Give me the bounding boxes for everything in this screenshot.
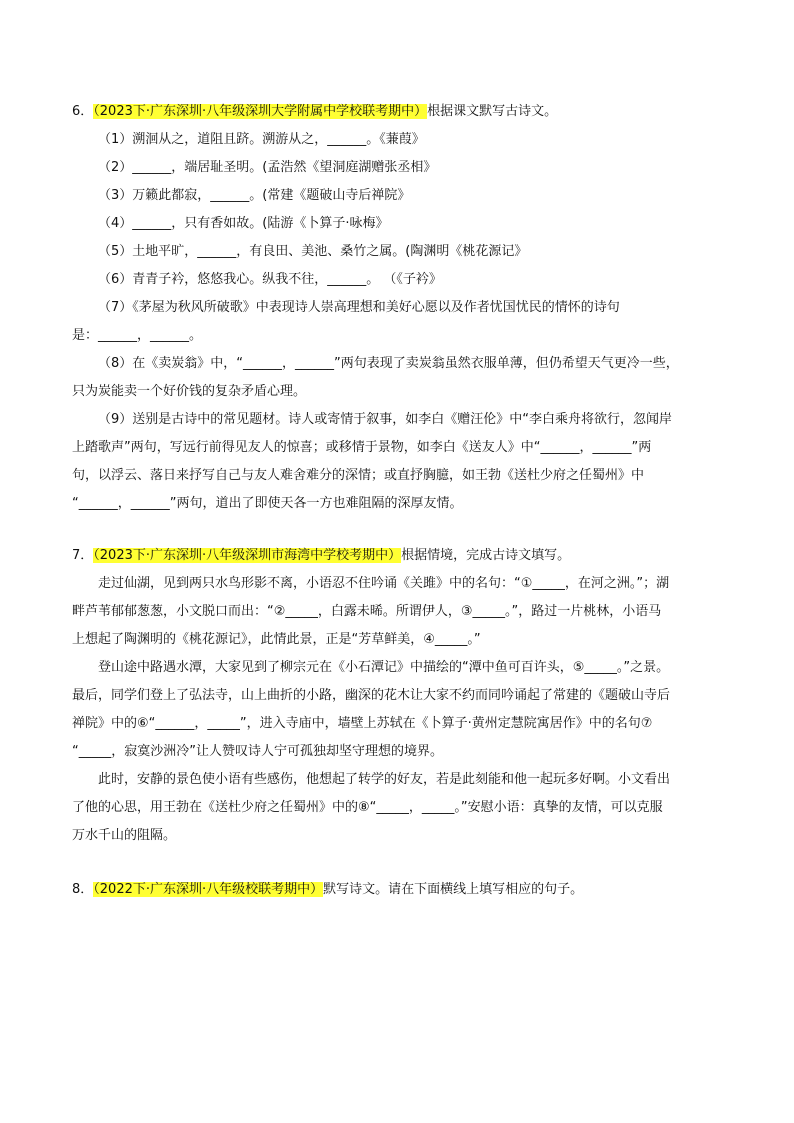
question-7-para-1-line-3: 上想起了陶渊明的《桃花源记》，此情此景，正是“芳草鲜美，④_____。” — [72, 632, 481, 647]
question-7-para-1-line-2: 畔芦苇郁郁葱葱，小文脱口而出：“②_____，白露未晞。所谓伊人，③_____。”，路过一片桃林，小语马 — [72, 604, 662, 619]
question-6-item-3: （3）万籁此都寂，______。(常建《题破山寺后禅院》 — [98, 188, 411, 203]
question-8-header — [72, 876, 722, 904]
question-7-para-2-line-3: 禅院》中的⑥“______，_____”，进入寺庙中，墙壁上苏轼在《卜算子·黄州定慧院寓居作》中的名句⑦ — [72, 716, 653, 731]
question-7-number: 7． — [72, 548, 94, 563]
question-6 — [72, 98, 722, 518]
question-7-para-2-line-4: “_____，寂寞沙洲冷”让人赞叹诗人宁可孤独却坚守理想的境界。 — [72, 744, 443, 759]
question-6-item-4: （4）______，只有香如故。(陆游《卜算子·咏梅》 — [98, 216, 389, 231]
question-7-para-3-line-2: 了他的心思，用王勃在《送杜少府之任蜀州》中的⑧“_____，_____。”安慰小语：真挚的友情，可以克服 — [72, 800, 663, 815]
question-7-para-2-line-2: 最后，同学们登上了弘法寺，山上曲折的小路，幽深的花木让大家不约而同吟诵起了常建的《题破山寺后 — [72, 688, 671, 703]
question-6-item-6: （6）青青子衿，悠悠我心。纵我不往，______。 （《子衿》 — [98, 272, 442, 287]
question-7-para-1-line-1: 走过仙湖，见到两只水鸟形影不离，小语忍不住吟诵《关雎》中的名句：“①_____，在河之洲。”；湖 — [98, 576, 670, 591]
question-6-prompt: 根据课文默写古诗文。 — [427, 104, 558, 119]
question-8 — [72, 876, 722, 904]
question-7-prompt: 根据情境，完成古诗文填写。 — [401, 548, 571, 563]
question-6-item-8-line-2: 只为炭能卖一个好价钱的复杂矛盾心理。 — [72, 384, 307, 399]
question-7-para-3-line-1: 此时，安静的景色使小语有些感伤，他想起了转学的好友，若是此刻能和他一起玩多好啊。小文看出 — [98, 772, 671, 787]
question-6-item-5: （5）土地平旷，______，有良田、美池、桑竹之属。(陶渊明《桃花源记》 — [98, 244, 528, 259]
question-8-source-tag: （2022下·广东深圳·八年级校联考期中） — [93, 882, 324, 897]
question-6-item-7-line-1: （7）《茅屋为秋风所破歌》中表现诗人崇高理想和美好心愿以及作者忧国忧民的情怀的诗句 — [98, 300, 620, 315]
question-6-item-9-line-3: 句，以浮云、落日来抒写自己与友人难舍难分的深情；或直抒胸臆，如王勃《送杜少府之任蜀州》中 — [72, 468, 645, 483]
question-6-item-1: （1）溯洄从之，道阻且跻。溯游从之，______。《蒹葭》 — [98, 132, 425, 147]
document-page — [72, 98, 722, 904]
question-6-item-8-line-1: （8）在《卖炭翁》中，“______，______”两句表现了卖炭翁虽然衣服单薄，但仍希望天气更冷一些， — [98, 356, 679, 371]
question-8-number: 8． — [72, 882, 94, 897]
question-7-source-tag: （2023下·广东深圳·八年级深圳市海湾中学校考期中） — [93, 548, 402, 563]
question-6-source-tag: （2023下·广东深圳·八年级深圳大学附属中学校联考期中） — [93, 104, 428, 119]
question-6-item-9-line-2: 上踏歌声”两句，写远行前得见友人的惊喜；或移情于景物，如李白《送友人》中“______，______”两 — [72, 440, 652, 455]
question-6-item-9-line-1: （9）送别是古诗中的常见题材。诗人或寄情于叙事，如李白《赠汪伦》中“李白乘舟将欲行，忽闻岸 — [98, 412, 673, 427]
question-6-item-2: （2）______，端居耻圣明。(孟浩然《望洞庭湖赠张丞相》 — [98, 160, 437, 175]
question-8-prompt: 默写诗文。请在下面横线上填写相应的句子。 — [323, 882, 584, 897]
question-6-number: 6． — [72, 104, 94, 119]
question-6-item-7-line-2: 是：______，______。 — [72, 328, 203, 343]
question-7-para-3-line-3: 万水千山的阻隔。 — [72, 828, 177, 843]
question-7-para-2-line-1: 登山途中路遇水潭，大家见到了柳宗元在《小石潭记》中描绘的“潭中鱼可百许头，⑤_____。”之景。 — [98, 660, 670, 675]
question-6-header — [72, 98, 722, 126]
question-7-header — [72, 542, 722, 570]
question-6-item-9-line-4: “______，______”两句，道出了即使天各一方也难阻隔的深厚友情。 — [72, 496, 463, 511]
question-7 — [72, 542, 722, 850]
